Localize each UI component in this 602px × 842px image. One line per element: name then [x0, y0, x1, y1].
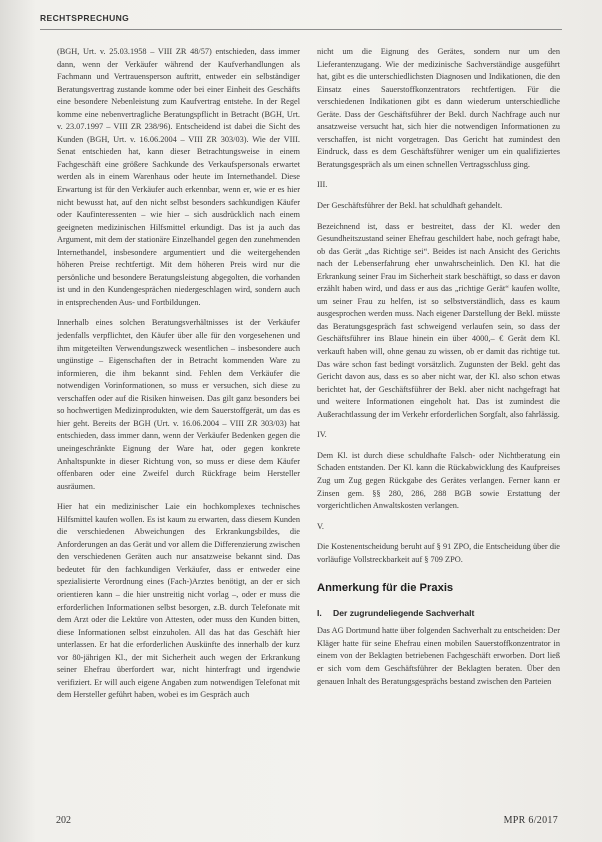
header-divider — [40, 29, 562, 30]
paragraph: Die Kostenentscheidung beruht auf § 91 ZPO, die Entscheidung über die vorläufige Vollstreckbarkeit auf § 709 ZPO. — [317, 542, 560, 564]
praxis-subheading — [317, 607, 560, 620]
right-column — [317, 46, 560, 696]
paragraph: Dem Kl. ist durch diese schuldhafte Falsch- oder Nichtberatung ein Schaden entstanden. Der Kl. kann die Rückabwicklung des Kaufpreises Zug um Zug gegen Rückgabe des Gerätes verlangen. Ferner kann er Zinsen gem. §§ 280, 286, 288 BGB sowie Erstattung der vorgerichtlichen Anwaltskosten verlangen. — [317, 450, 560, 511]
paragraph: Das AG Dortmund hatte über folgenden Sachverhalt zu entscheiden: Der Kläger hatte für seine Ehefrau einen mobilen Sauerstoffkonzentrator in einem von der Beklagten betriebenen Fachgeschäft erworben. Dort ließ er sich vom dem Geschäftsführer der Beklagten beraten. Über den genauen Inhalt des Beratungsgesprächs bestand zwischen den Parteien — [317, 626, 560, 686]
paragraph: Der Geschäftsführer der Bekl. hat schuldhaft gehandelt. — [317, 201, 503, 211]
paragraph: Hier hat ein medizinischer Laie ein hochkomplexes technisches Hilfsmittel kaufen wollen. Es ist kaum zu erwarten, dass diesem Kunden die verschiedenen Abweichungen des Erkrankungsbildes, die Anforderungen an das Gerät und vor allem die Differenzierung zwischen den verschiedenen Geräten auch nur ansatzweise bekannt sind. Das bedeutet für den fachkundigen Verkäufer, dass er entweder eine spezialisierte Verordnung eines (Fach-)Arztes benötigt, an der er sich orientieren kann – die hier unstreitig nicht vorlag –, oder er muss die erforderlichen Informationen selbst besorgen, z.B. durch Telefonate mit dem Arzt oder die Lektüre von Attesten, oder muss den Kunden bitten, diese Informationen selbst einzuholen. All das hat das Geschäft hier unterlassen. Er hat die erforderlichen Auskünfte des innerhalb der kurz vor 80-jährigen Kl., der mit Sicherheit auch wegen der Erkrankung seiner Ehefrau überfordert war, nicht hinterfragt und irgendwie verifiziert. Er will auch eigene Angaben zum notwendigen Telefonat mit dem Hersteller geführt haben, wobei es im Gespräch auch — [57, 502, 300, 700]
section-number: III. — [317, 180, 328, 190]
praxis-heading: Anmerkung für die Praxis — [317, 582, 454, 595]
paragraph: nicht um die Eignung des Gerätes, sondern nur um den Lieferantenzugang. Wie der medizinische Sachverständige ausgeführt hat, gibt es die unterschiedlichsten Diagnosen und Indikationen, die den Einsatz eines Sauerstoffkonzentrators rechtfertigen. Für die verschiedenen Indikationen gibt es dann wiederum unterschiedliche Geräte. Dass der Geschäftsführer der Bekl. durch Nachfrage auch nur ansatzweise versucht hat, sich hier die notwendigen Informationen zu verschaffen, ist nicht vorgetragen. Das Gericht hat zumindest den Eindruck, dass es dem Geschäftsführer weniger um ein qualifiziertes Beratungsgespräch als um einen schnellen Vertragsschluss ging. — [317, 47, 560, 169]
journal-issue: MPR 6/2017 — [503, 815, 558, 826]
section-number: V. — [317, 521, 324, 531]
paragraph: Bezeichnend ist, dass er bestreitet, dass der Kl. weder den Gesundheitszustand seiner Ehefrau geschildert habe, noch gefragt habe, ob das Gerät „das Richtige sei“. Beides ist nach Ansicht des Gerichts nach der Lebenserfahrung eher unwahrscheinlich. Den Kl. hat die Erkrankung seiner Frau im Sicherheit stark beschäftigt, so dass er davon erzählt haben wird, und dass er aus das „richtige Gerät“ kaufen wollte, um seiner Frau zu helfen, ist so selbstverständlich, dass es kaum ausgesprochen werden muss. Nach eigener Darstellung der Bekl. müsste das Beratungsgespräch fast schweigend verlaufen sein, so dass der Geschäftsführer ins Blaue hinein ein über 4000,– € Gerät dem Kl. verkauft haben will, ohne genau zu wissen, ob er damit das richtige tut. Das wäre schon fast bedingt vorsätzlich. Zugunsten der Bekl. geht das Gericht davon aus, dass es so aber nicht war, der Kl. also schon etwas berichtet hat, der Geschäftsführer der Bekl. aber nicht nachgefragt hat und weitere Informationen eingeholt hat. Das ist zumindest die Außerachtlassung der im Verkehr erforderlichen Sorgfalt, also fahrlässig. — [317, 221, 560, 419]
left-column — [57, 46, 300, 710]
page-number: 202 — [56, 815, 71, 826]
paragraph: (BGH, Urt. v. 25.03.1958 – VIII ZR 48/57) entschieden, dass immer dann, wenn der Verkäufer während der Kaufverhandlungen als Fachmann und Vertrauensperson auftritt, entweder ein selbständiger Beratungsvertrag zustande komme oder bei einer Einheit des Geschäfts eine besondere Nebenleistung zum Kaufvertrag entstehe. In der Regel komme eine nebenvertragliche Beratungspflicht in Betracht (BGH, Urt. v. 23.07.1997 – VIII ZR 238/96). Entscheidend ist dabei die Sicht des Kunden (BGH, Urt. v. 16.06.2004 – VIII ZR 303/03). Wie der VIII. Senat entschieden hat, kann dieser Betrachtungsweise in einem Fachgeschäft eine größere Sachkunde des Verkaufspersonals erwartet werden als in einem Warenhaus oder heute im Internethandel. Diese Erwartung ist für den Verkäufer auch erkennbar, wenn er, wie er es hier nicht bewusst hat, auf den nicht selbst besonders sachkundigen Käufer oder Kaufinteressenten – wie hier – sich ausdrücklich nach einem geeigneten medizinischen Hilfsmittel erkundigt. Das ist ja auch das Argument, mit dem der stationäre Einzelhandel gegen den zunehmenden Internethandel, insbesondere argumentiert und die weitergehenden höheren Preise rechtfertigt. Mit dem höheren Preis wird nur die persönliche und besondere Beratungsleistung abgegolten, die vorhanden ist und in den Kundengesprächen niedergeschlagen wird, sondern auch in entsprechenden Aus- und Fortbildungen. — [57, 47, 300, 307]
section-number: IV. — [317, 430, 327, 440]
praxis-subheading-number: I. — [317, 607, 322, 618]
praxis-subheading-text: Der zugrundeliegende Sachverhalt — [333, 607, 475, 618]
paragraph: Innerhalb eines solchen Beratungsverhältnisses ist der Verkäufer jedenfalls verpflichtet, den Käufer über alle für den vorgesehenen und ihm mitgeteilten Verwendungszweck wesentlichen – insbesondere auch ungünstige – Eigenschaften der in Betracht kommenden Ware zu informieren, die ihm bekannt sind. Fehlen dem Verkäufer die notwendigen Vorinformationen, so muss er versuchen, sich diese zu verschaffen oder auf die Risiken hinweisen. Das gilt ganz besonders bei so hochwertigen Medizinprodukten, wie dem Sauerstoffgerät, um das es hier geht. Bereits der BGH (Urt. v. 16.06.2004 – VIII ZR 303/03) hat entschieden, dass immer dann, wenn der Verkäufer Bedenken gegen die uneingeschränkte Eignung der Ware hat, oder gegen konkrete Anhaltspunkte in dieser Richtung von, so muss er diese dem Käufer offenbaren oder eine Zweifel durch Rückfrage beim Hersteller ausräumen. — [57, 318, 300, 491]
section-header: RECHTSPRECHUNG — [40, 13, 130, 23]
